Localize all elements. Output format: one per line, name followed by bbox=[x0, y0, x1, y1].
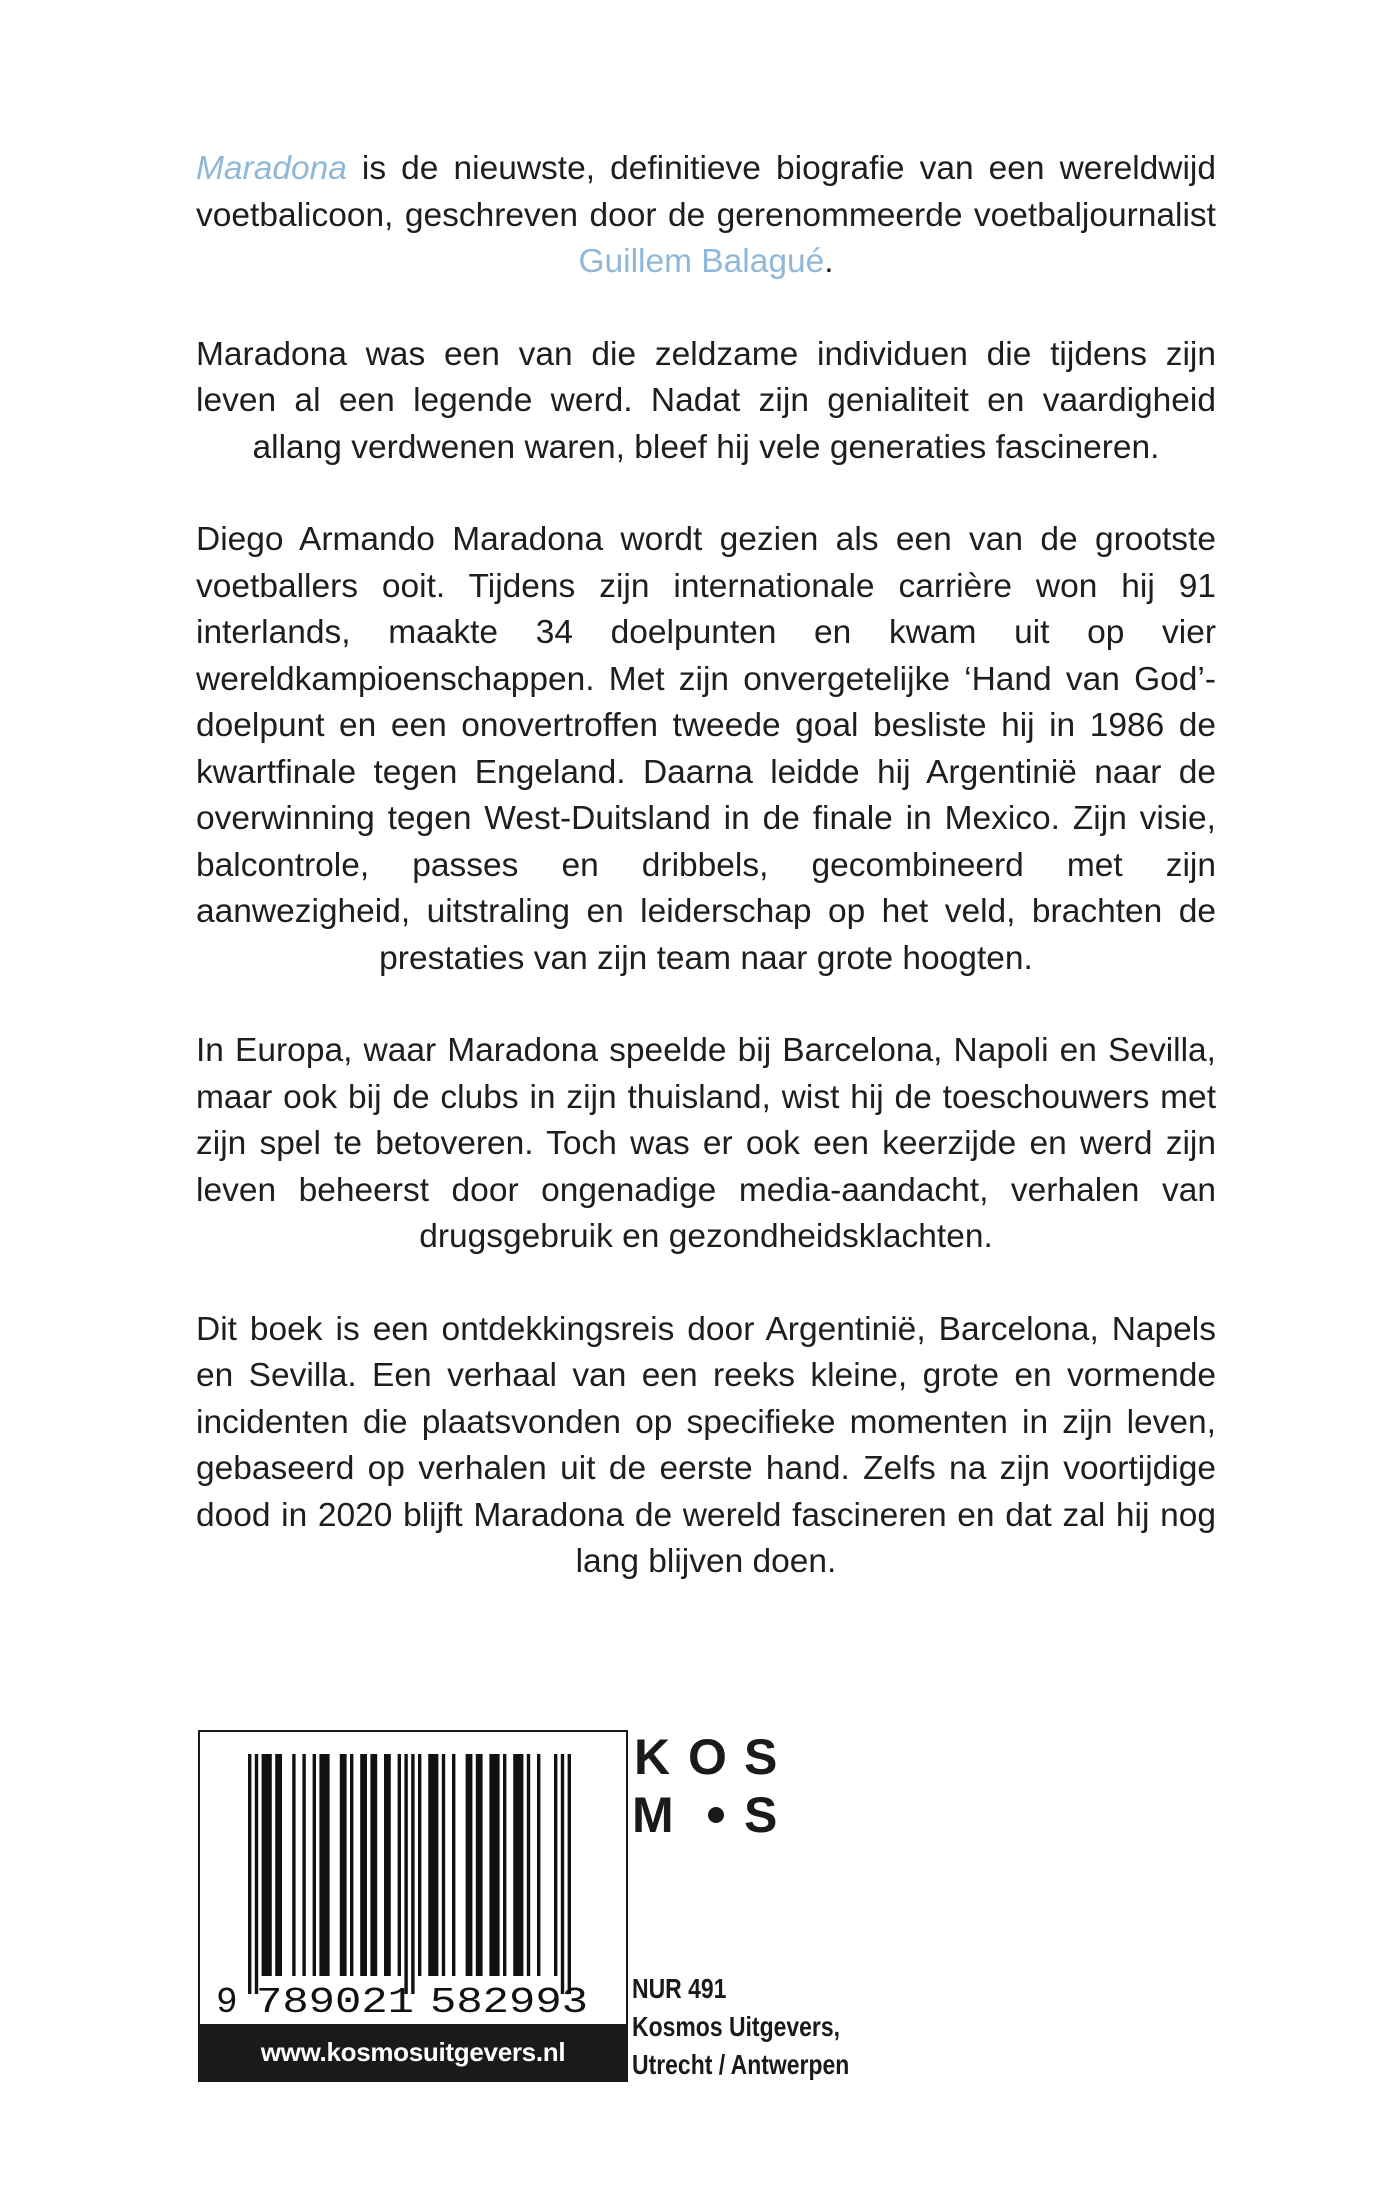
publisher-location: Utrecht / Antwerpen bbox=[632, 2049, 850, 2080]
barcode-bar bbox=[350, 1754, 353, 1976]
blurb-paragraph-5: Dit boek is een ontdekkingsreis door Argentinië, Barcelona, Napels en Sevilla. Een verhaal van een reeks kleine, grote en vormende incidenten die plaatsvonden op specifieke momenten in zijn leven, gebaseerd op verhalen uit de eerste hand. Zelfs na zijn voortijdige dood in 2020 blijft Maradona de wereld fascineren en dat zal hij nog lang blijven doen. bbox=[196, 1310, 1216, 1580]
barcode-bar bbox=[428, 1754, 438, 1976]
book-title: Maradona bbox=[196, 150, 347, 187]
logo-letter-o: O bbox=[688, 1729, 727, 1785]
barcode-bar bbox=[442, 1754, 445, 1976]
publisher-name: Kosmos Uitgevers, bbox=[632, 2011, 840, 2042]
barcode-bar bbox=[537, 1754, 540, 1976]
barcode-left-digits: 789021 bbox=[256, 1982, 414, 2016]
barcode-lead-digit: 9 bbox=[216, 1982, 238, 2016]
barcode-right-digits: 582993 bbox=[430, 1982, 588, 2016]
blurb-paragraph-2: Maradona was een van die zeldzame individuen die tijdens zijn leven al een legende werd. Nadat zijn genialiteit en vaardigheid allang verdwenen waren, bleef hij vele generaties fascineren. bbox=[196, 335, 1216, 466]
barcode-bar bbox=[398, 1754, 401, 1976]
blurb-paragraph-4: In Europa, waar Maradona speelde bij Barcelona, Napoli en Sevilla, maar ook bij de clubs in zijn thuisland, wist hij de toeschouwers met zijn spel te betoveren. Toch was er ook een keerzijde en werd zijn leven beheerst door ongenadige media-aandacht, verhalen van drugsgebruik en gezondheidsklachten. bbox=[196, 1032, 1216, 1255]
publisher-url: www.kosmosuitgevers.nl bbox=[200, 2024, 626, 2080]
logo-letter-s: S bbox=[744, 1729, 778, 1785]
logo-dot bbox=[708, 1807, 724, 1823]
barcode-bar bbox=[313, 1754, 316, 1976]
logo-letter-m: M bbox=[632, 1787, 674, 1838]
barcode-bar bbox=[292, 1754, 295, 1976]
imprint-block bbox=[632, 1970, 849, 2084]
barcode-bar bbox=[452, 1754, 455, 1976]
barcode-bar bbox=[384, 1754, 391, 1976]
barcode-bar bbox=[340, 1754, 347, 1976]
barcode-bar bbox=[360, 1754, 367, 1976]
barcode-guard-bar bbox=[411, 1754, 414, 1994]
logo-letter-k: K bbox=[634, 1729, 671, 1785]
barcode-bar bbox=[503, 1754, 506, 1976]
logo-letter-s2: S bbox=[744, 1787, 778, 1838]
blurb-paragraph-3: Diego Armando Maradona wordt gezien als een van de grootste voetballers ooit. Tijdens zijn internationale carrière won hij 91 interlands, maakte 34 doelpunten en kwam uit op vier wereldkampioenschappen. Met zijn onvergetelijke ‘Hand van God’-doelpunt en een onovertroffen tweede goal besliste hij in 1986 de kwartfinale tegen Engeland. Daarna leidde hij Argentinië naar de overwinning tegen West-Duitsland in de finale in Mexico. Zijn visie, balcontrole, passes en dribbels, gecombineerd met zijn aanwezigheid, uitstraling en leiderschap op het veld, brachten de prestaties van zijn team naar grote hoogten. bbox=[196, 521, 1216, 977]
barcode-bar bbox=[319, 1754, 329, 1976]
barcode-bar bbox=[262, 1754, 272, 1976]
author-name: Guillem Balagué bbox=[578, 243, 825, 280]
barcode-bar bbox=[513, 1754, 523, 1976]
blurb-paragraph-1 bbox=[196, 146, 1216, 286]
kosmos-logo bbox=[632, 1728, 792, 1838]
barcode-image bbox=[212, 1754, 616, 2016]
barcode-guard-bar bbox=[568, 1754, 571, 1994]
back-cover-blurb bbox=[196, 146, 1216, 1632]
barcode-guard-bar bbox=[404, 1754, 407, 1994]
barcode-bar bbox=[476, 1754, 483, 1976]
blurb-text: . bbox=[824, 243, 834, 280]
barcode-bar bbox=[418, 1754, 421, 1976]
isbn-barcode bbox=[198, 1730, 628, 2082]
barcode-guard-bar bbox=[255, 1754, 258, 1994]
barcode-guard-bar bbox=[561, 1754, 564, 1994]
blurb-text: is de nieuwste, definitieve biografie van een wereldwijd voetbalicoon, geschreven door de gerenommeerde voetbaljournalist bbox=[196, 150, 1216, 234]
nur-code: NUR 491 bbox=[632, 1973, 727, 2004]
barcode-bar bbox=[554, 1754, 557, 1976]
barcode-bar bbox=[370, 1754, 377, 1976]
barcode-bar bbox=[527, 1754, 530, 1976]
barcode-bar bbox=[489, 1754, 499, 1976]
barcode-bar bbox=[275, 1754, 282, 1976]
barcode-bar bbox=[466, 1754, 473, 1976]
barcode-guard-bar bbox=[248, 1754, 251, 1994]
barcode-bar bbox=[302, 1754, 305, 1976]
